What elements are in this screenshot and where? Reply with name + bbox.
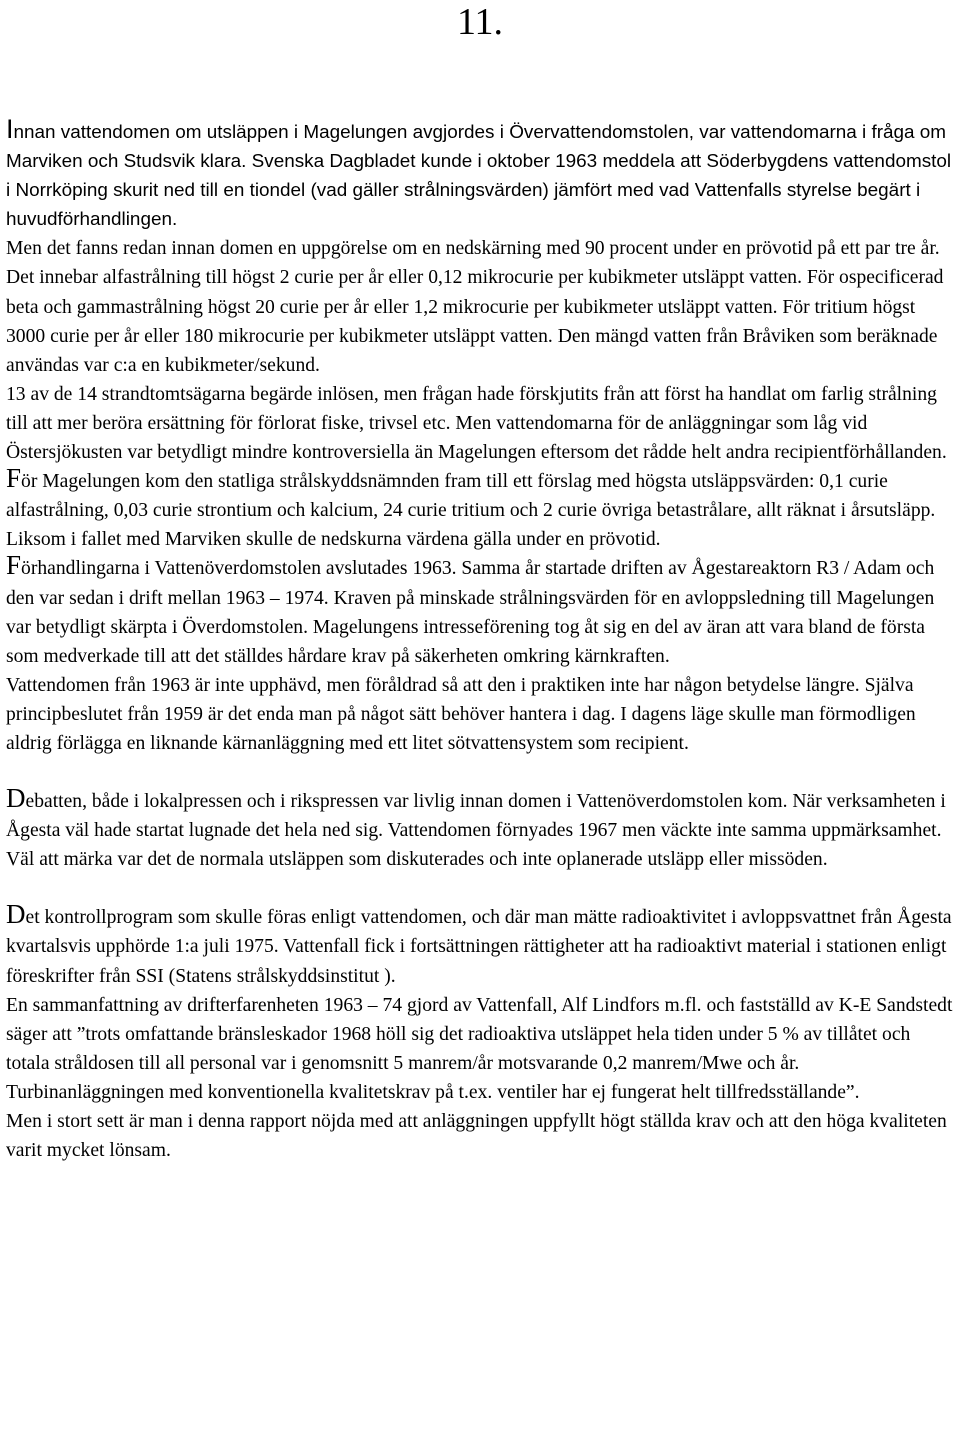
page-number: 11. xyxy=(456,1,504,43)
paragraph-initial: I xyxy=(6,114,14,144)
paragraph-text: Vattendomen från 1963 är inte upphävd, men föråldrad så att den i praktiken inte har någon betydelse längre. Själva principbeslutet från 1959 är det enda man på något sätt behöver hantera i dag. I dagens läge skulle man förmodligen aldrig förlägga en liknande kärnanläggning med ett litet sötvattensystem som recipient. xyxy=(6,674,916,754)
paragraph-2 xyxy=(6,234,958,379)
paragraph-initial: D xyxy=(6,899,26,930)
paragraph-initial: D xyxy=(6,783,26,814)
paragraph-text: nnan vattendomen om utsläppen i Magelungen avgjordes i Övervattendomstolen, var vattendomarna i fråga om Marviken och Studsvik klara. Svenska Dagbladet kunde i oktober 1963 meddela att Söderbygdens vattendomstol i Norrköping skurit ned till en tiondel (vad gäller strålningsvärden) jämfört med vad Vattenfalls styrelse begärt i huvudförhandlingen. xyxy=(6,122,952,231)
paragraph-text: ör Magelungen kom den statliga strålskyddsnämnden fram till ett förslag med högsta utsläppsvärden: 0,1 curie alfastrålning, 0,03 curie strontium och kalcium, 24 curie tritium och 2 curie övriga betastrålare, allt räknat i årsutsläpp. Liksom i fallet med Marviken skulle de nedskurna värdena gälla under en prövotid. xyxy=(6,471,936,551)
paragraph-1 xyxy=(6,114,958,234)
paragraph-text: et kontrollprogram som skulle föras enligt vattendomen, och där man mätte radioaktivitet i avloppsvattnet från Ågesta kvartalsvis upphörde 1:a juli 1975. Vattenfall fick i fortsättningen rättigheter att ha radioaktivt material i stationen enligt föreskrifter från SSI (Statens strålskyddsinstitut ). xyxy=(6,907,952,987)
paragraph-text: Men i stort sett är man i denna rapport nöjda med att anläggningen uppfyllt högt ställda krav och att den höga kvaliteten varit mycket lönsam. xyxy=(6,1111,947,1162)
paragraph-text: En sammanfattning av drifterfarenheten 1963 – 74 gjord av Vattenfall, Alf Lindfors m.fl. och fastställd av K-E Sandstedt säger att ”trots omfattande bränsleskador 1968 höll sig det radioaktiva utsläppet hela tiden under 5 % av tillåtet och totala stråldosen till all personal var i genomsnitt 5 manrem/år motsvarande 0,2 manrem/Mwe och år. Turbinanläggningen med konventionella kvalitetskrav på t.ex. ventiler har ej fungerat helt tillfredsställande”. xyxy=(6,994,953,1103)
paragraph-text: 13 av de 14 strandtomtsägarna begärde inlösen, men frågan hade förskjutits från att först ha handlat om farlig strålning till att mer beröra ersättning för förlorat fiske, trivsel etc. Men vattendomarna för de anläggningar som låg vid Östersjökusten var betydligt mindre kontroversiella än Magelungen eftersom det rådde helt andra recipientförhållanden. xyxy=(6,383,947,464)
paragraph-initial: F xyxy=(6,463,22,494)
paragraph-3 xyxy=(6,380,958,467)
paragraph-8 xyxy=(6,899,958,990)
paragraph-initial: F xyxy=(6,550,22,581)
document-body xyxy=(6,114,958,1165)
paragraph-5 xyxy=(6,550,958,670)
paragraph-text: örhandlingarna i Vattenöverdomstolen avslutades 1963. Samma år startade driften av Ågestareaktorn R3 / Adam och den var sedan i drift mellan 1963 – 1974. Kraven på minskade strålningsvärden för en avloppsledning till Magelungen var betydligt skärpta i Överdomstolen. Magelungens intresseförening tog åt sig en del av äran att vara bland de första som medverkade till att det ställdes hårdare krav på säkerheten omkring kärnkraften. xyxy=(6,558,935,667)
paragraph-text: ebatten, både i lokalpressen och i rikspressen var livlig innan domen i Vattenöverdomstolen kom. När verksamheten i Ågesta väl hade startat lugnade det hela ned sig. Vattendomen förnyades 1967 men väckte inte samma uppmärksamhet. Väl att märka var det de normala utsläppen som diskuterades och inte oplanerade utsläpp eller missöden. xyxy=(6,791,946,871)
paragraph-10 xyxy=(6,1107,958,1165)
paragraph-6 xyxy=(6,671,958,758)
paragraph-9 xyxy=(6,991,958,1107)
paragraph-4 xyxy=(6,463,958,554)
paragraph-text: Men det fanns redan innan domen en uppgörelse om en nedskärning med 90 procent under en prövotid på ett par tre år. Det innebar alfastrålning till högst 2 curie per år eller 0,12 mikrocurie per kubikmeter utsläppt vatten. För ospecificerad beta och gammastrålning högst 20 curie per år eller 1,2 mikrocurie per kubikmeter utsläppt vatten. För tritium högst 3000 curie per år eller 180 mikrocurie per kubikmeter utsläppt vatten. Den mängd vatten från Bråviken som beräknade användas var c:a en kubikmeter/sekund. xyxy=(6,238,944,376)
paragraph-7 xyxy=(6,783,958,874)
